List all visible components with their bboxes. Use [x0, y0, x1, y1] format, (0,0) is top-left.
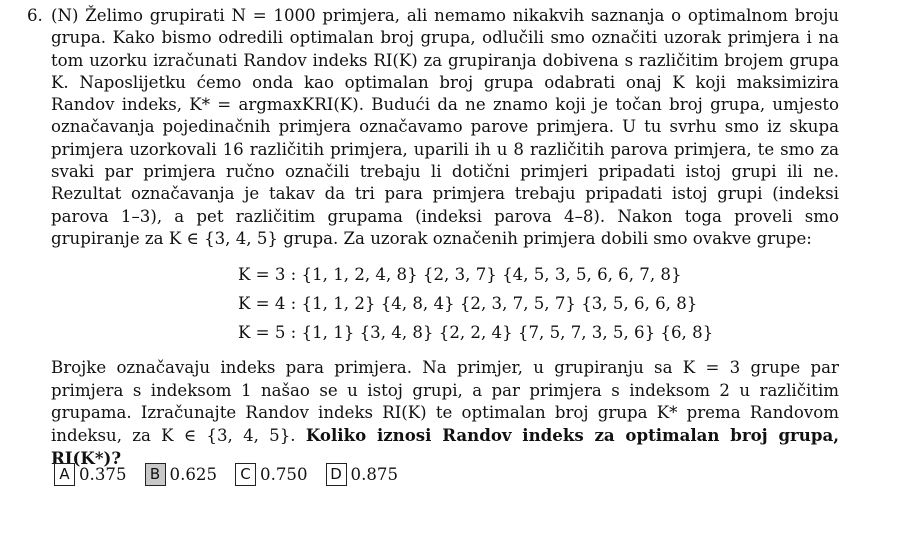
question-paragraph-2 [51, 357, 839, 470]
answer-letter-box[interactable]: D [326, 463, 347, 486]
answer-letter-box[interactable]: B [145, 463, 166, 486]
answer-options [54, 463, 416, 486]
answer-option-a[interactable] [54, 463, 127, 486]
question-paragraph-1: (N) Želimo grupirati N = 1000 primjera, ali nemamo nikakvih saznanja o optimalnom broju grupa. Kako bismo odredili optimalan broj grupa, odlučili smo označiti uzorak primjera i na tom uzorku izračunati Randov indeks RI(K) za grupiranja dobivena s različitim brojem grupa K. Naposlijetku ćemo onda kao optimalan broj grupa odabrati onaj K koji maksimizira Randov indeks, K* = argmaxKRI(K). Budući da ne znamo koji je točan broj grupa, umjesto označavanja pojedinačnih primjera označavamo parove primjera. U tu svrhu smo iz skupa primjera uzorkovali 16 različitih primjera, uparili ih u 8 različitih parova primjera, te smo za svaki par primjera ručno označili trebaju li dotični primjeri pripadati istoj grupi ili ne. Rezultat označavanja je takav da tri para primjera trebaju pripadati istoj grupi (indeksi parova 1–3), a pet različitim grupama (indeksi parova 4–8). Nakon toga proveli smo grupiranje za K ∈ {3, 4, 5} grupa. Za uzorak označenih primjera dobili smo ovakve grupe: [51, 6, 839, 248]
clustering-k3: K = 3 : {1, 1, 2, 4, 8} {2, 3, 7} {4, 5, 3, 5, 6, 6, 7, 8} [238, 265, 682, 285]
clustering-k5: K = 5 : {1, 1} {3, 4, 8} {2, 2, 4} {7, 5, 7, 3, 5, 6} {6, 8} [238, 323, 714, 343]
clustering-results [238, 260, 839, 347]
question-prompt: Koliko iznosi Randov indeks za optimalan broj grupa, RI(K*)? [51, 425, 839, 469]
answer-option-d[interactable] [326, 463, 399, 486]
answer-letter-box[interactable]: C [235, 463, 256, 486]
answer-option-b[interactable] [145, 463, 218, 486]
question-block [27, 5, 839, 471]
answer-letter-box[interactable]: A [54, 463, 75, 486]
question-paragraph-2-text: Brojke označavaju indeks para primjera. Na primjer, u grupiranju sa K = 3 grupe par primjera s indeksom 1 našao se u istoj grupi, a par primjera s indeksom 2 u različitim grupama. Izračunajte Randov indeks RI(K) te optimalan broj grupa K* prema Randovom indeksu, za K ∈ {3, 4, 5}. [51, 358, 839, 446]
answer-value: 0.750 [260, 465, 308, 484]
clustering-k4: K = 4 : {1, 1, 2} {4, 8, 4} {2, 3, 7, 5, 7} {3, 5, 6, 6, 8} [238, 294, 698, 314]
answer-value: 0.875 [350, 465, 399, 484]
question-number: 6. [27, 6, 43, 25]
answer-value: 0.375 [79, 465, 127, 484]
answer-option-c[interactable] [235, 463, 308, 486]
answer-value: 0.625 [169, 465, 218, 484]
question-body [51, 5, 839, 471]
